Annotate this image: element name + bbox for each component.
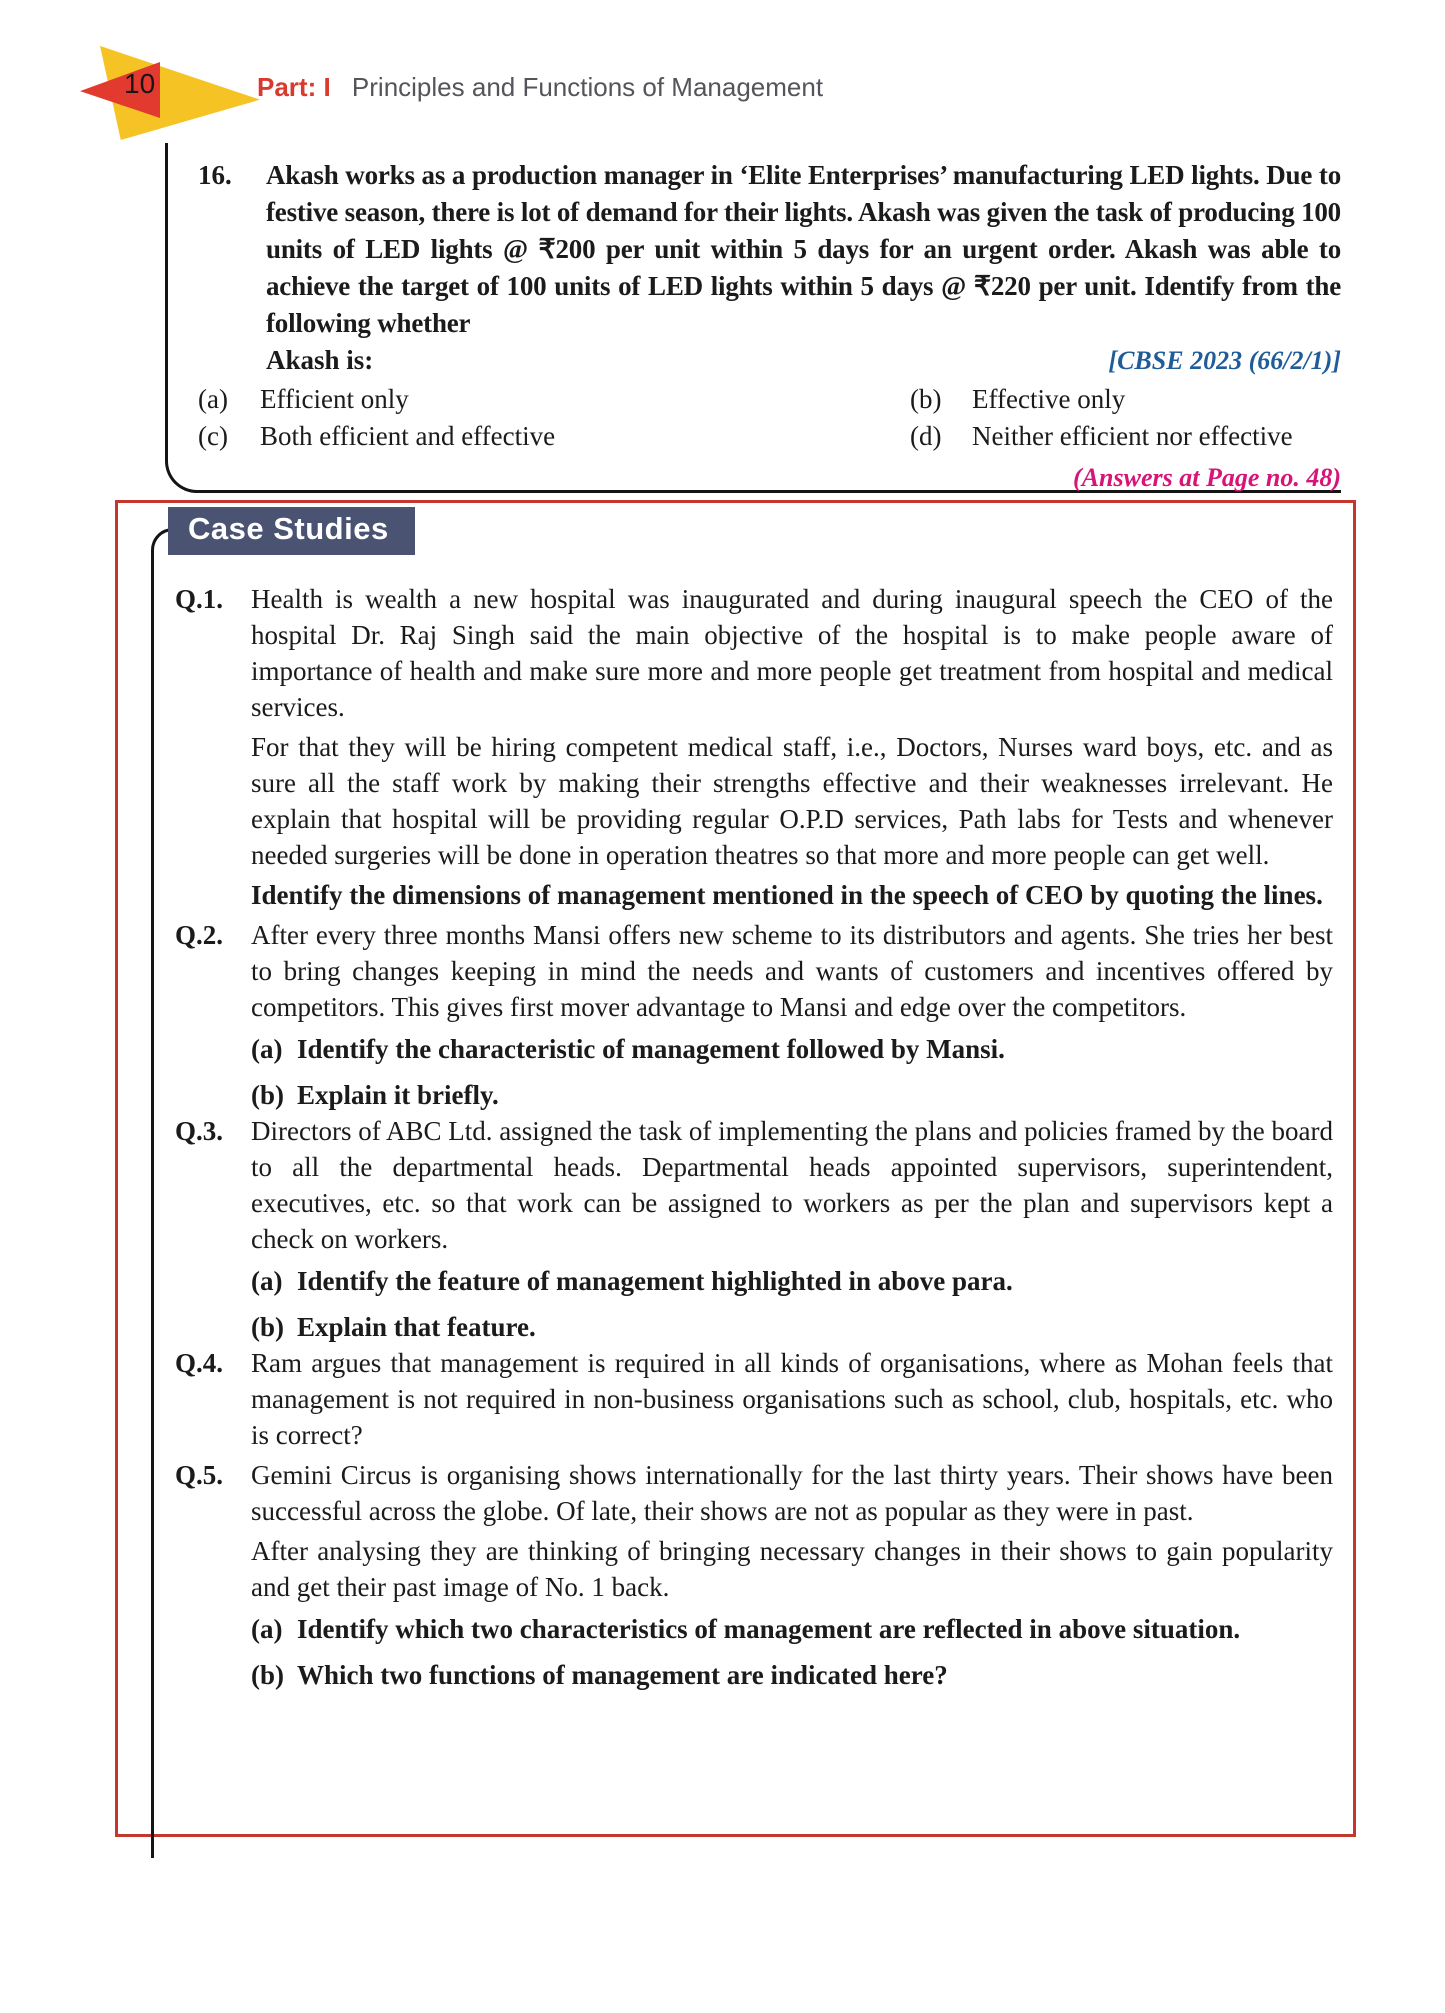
question-body [266, 157, 1341, 379]
question-tail-row [266, 342, 1341, 379]
option-label: (b) [910, 384, 942, 414]
case-paragraph: For that they will be hiring competent medical staff, i.e., Doctors, Nurses ward boys, etc. and as sure all the staff work by making their strengths effective and their weaknesses irrelevant. He explain that hospital will be providing regular O.P.D services, Path labs for Tests and whenever needed surgeries will be done in operation theatres so that more and more people can get well. [251, 732, 1333, 870]
case-question-3 [175, 1113, 1333, 1345]
case-paragraph: Ram argues that management is required in all kinds of organisations, where as Mohan feels that management is not required in non-business organisations such as school, club, hospitals, etc. who is correct? [251, 1348, 1333, 1450]
case-question-label: Q.5. [175, 1460, 224, 1490]
case-subquestion [251, 1263, 1333, 1299]
case-question-body [251, 1345, 1333, 1457]
case-question-note: Identify the dimensions of management mentioned in the speech of CEO by quoting the lines. [251, 880, 1323, 910]
subquestion-text: Which two functions of management are indicated here? [297, 1660, 948, 1690]
subquestion-text: Explain it briefly. [297, 1080, 499, 1110]
subquestion-text: Identify the feature of management highlighted in above para. [297, 1266, 1013, 1296]
subquestion-text: Explain that feature. [297, 1312, 536, 1342]
case-subquestion [251, 1077, 1333, 1113]
case-question-label: Q.4. [175, 1348, 224, 1378]
subquestion-text: Identify which two characteristics of management are reflected in above situation. [297, 1614, 1241, 1644]
case-paragraph: After every three months Mansi offers new scheme to its distributors and agents. She tries her best to bring changes keeping in mind the needs and wants of customers and incentives offered by competitors. This gives first mover advantage to Mansi and edge over the competitors. [251, 920, 1333, 1022]
case-paragraph: Gemini Circus is organising shows internationally for the last thirty years. Their shows have been successful across the globe. Of late, their shows are not as popular as they were in past. [251, 1460, 1333, 1526]
option-label: (a) [198, 384, 228, 414]
option-text: Both efficient and effective [260, 421, 556, 451]
option-c [198, 418, 910, 455]
case-studies-box [115, 500, 1356, 1837]
case-question-2 [175, 917, 1333, 1113]
subquestion-label: (b) [251, 1660, 284, 1690]
case-question-label: Q.3. [175, 1116, 224, 1146]
page-header [257, 72, 823, 103]
case-paragraph: Health is wealth a new hospital was inaugurated and during inaugural speech the CEO of the hospital Dr. Raj Singh said the main objective of the hospital is to make people aware of importance of health and make sure more and more people get treatment from hospital and medical services. [251, 584, 1333, 722]
bracket-line [151, 528, 177, 1858]
question-tail: Akash is: [266, 345, 374, 375]
case-paragraph: After analysing they are thinking of bringing necessary changes in their shows to gain popularity and get their past image of No. 1 back. [251, 1536, 1333, 1602]
case-questions-list [118, 503, 1353, 1693]
part-label: Part: I [257, 72, 331, 102]
option-d [910, 418, 1341, 455]
option-label: (d) [910, 421, 942, 451]
option-text: Effective only [972, 384, 1126, 414]
subquestion-label: (b) [251, 1312, 284, 1342]
option-a [198, 381, 910, 418]
case-question-label: Q.2. [175, 920, 224, 950]
case-question-body [251, 1457, 1333, 1693]
subquestion-label: (b) [251, 1080, 284, 1110]
question-text: Akash works as a production manager in ‘Elite Enterprises’ manufacturing LED lights. Due to festive season, there is lot of demand for their lights. Akash was given the task of producing 100 units of LED lights @ ₹200 per unit within 5 days for an urgent order. Akash was able to achieve the target of 100 units of LED lights within 5 days @ ₹220 per unit. Identify from the following whether [266, 160, 1341, 338]
option-label: (c) [198, 421, 228, 451]
answers-note: (Answers at Page no. 48) [1073, 463, 1341, 492]
cbse-citation: [CBSE 2023 (66/2/1)] [1108, 346, 1341, 375]
option-text: Neither efficient nor effective [972, 421, 1293, 451]
case-subquestion [251, 1657, 1333, 1693]
case-question-body [251, 581, 1333, 917]
case-question-label: Q.1. [175, 584, 224, 614]
subquestion-text: Identify the characteristic of management followed by Mansi. [297, 1034, 1005, 1064]
case-studies-heading: Case Studies [168, 507, 415, 555]
subquestion-label: (a) [251, 1266, 283, 1296]
case-paragraph: Directors of ABC Ltd. assigned the task of implementing the plans and policies framed by the board to all the departmental heads. Departmental heads appointed supervisors, superintendent, executives, etc. so that work can be assigned to workers as per the plan and supervisors kept a check on workers. [251, 1116, 1334, 1254]
part-title: Principles and Functions of Management [351, 72, 824, 102]
question-16 [198, 157, 1341, 379]
case-question-5 [175, 1457, 1333, 1693]
subquestion-label: (a) [251, 1034, 283, 1064]
question-number: 16. [198, 160, 232, 190]
case-subquestion [251, 1309, 1333, 1345]
case-subquestion [251, 1611, 1333, 1647]
case-question-body [251, 1113, 1333, 1345]
case-question-4 [175, 1345, 1333, 1457]
case-question-1 [175, 581, 1333, 917]
subquestion-label: (a) [251, 1614, 283, 1644]
option-text: Efficient only [260, 384, 409, 414]
case-subquestion [251, 1031, 1333, 1067]
option-b [910, 381, 1341, 418]
case-question-body [251, 917, 1333, 1113]
options-grid [198, 381, 1341, 455]
page-number: 10 [124, 68, 156, 99]
question-16-box [165, 143, 1341, 493]
